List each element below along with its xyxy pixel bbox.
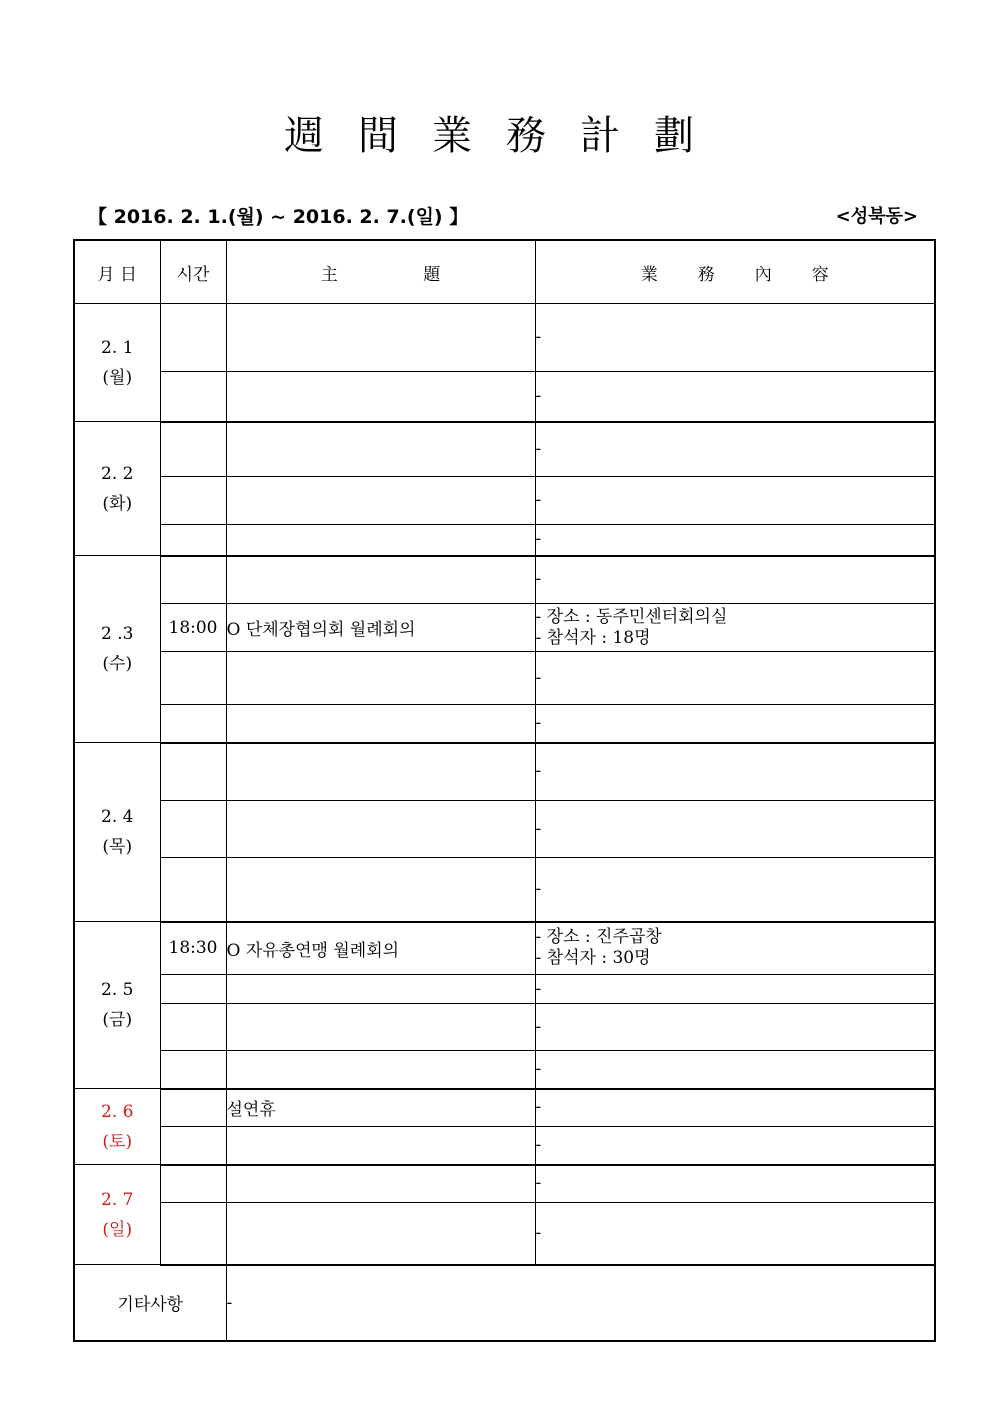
time-cell: 18:00 xyxy=(160,604,226,652)
time-cell xyxy=(160,975,226,1004)
misc-label: 기타사항 xyxy=(74,1265,226,1341)
content-line: - 장소 : 진주곱창 xyxy=(535,927,662,948)
time-cell xyxy=(160,556,226,604)
date-cell xyxy=(74,556,160,743)
time-cell xyxy=(160,652,226,705)
table-row xyxy=(74,1089,935,1127)
table-header-row xyxy=(74,240,935,304)
content-line: - xyxy=(535,529,542,550)
content-line: - xyxy=(535,712,542,733)
time-cell xyxy=(160,743,226,801)
content-line: - xyxy=(535,1097,542,1118)
date-label: 2 .3 xyxy=(101,624,134,644)
content-cell xyxy=(535,705,935,743)
content-cell xyxy=(535,801,935,858)
period-label: 【 2016. 2. 1.(월) ~ 2016. 2. 7.(일) 】 xyxy=(88,206,469,228)
weekday-label: (토) xyxy=(102,1131,133,1152)
table-row xyxy=(74,556,935,604)
content-line: - xyxy=(535,490,542,510)
table-row xyxy=(74,1127,935,1165)
topic-cell xyxy=(226,743,535,801)
time-cell xyxy=(160,525,226,556)
content-line: - xyxy=(535,667,542,688)
content-cell xyxy=(535,556,935,604)
table-row xyxy=(74,743,935,801)
topic-cell xyxy=(226,422,535,477)
misc-content: - xyxy=(226,1265,935,1341)
content-line: - xyxy=(535,438,542,459)
content-cell xyxy=(535,743,935,801)
topic-cell xyxy=(226,705,535,743)
content-line: - xyxy=(535,878,542,899)
content-cell xyxy=(535,1051,935,1089)
time-cell xyxy=(160,1051,226,1089)
time-cell xyxy=(160,422,226,477)
table-row xyxy=(74,477,935,525)
table-row xyxy=(74,801,935,858)
content-cell xyxy=(535,477,935,525)
page-title: 週間業務計劃 xyxy=(284,113,728,159)
topic-cell xyxy=(226,477,535,525)
content-line: - xyxy=(535,818,542,839)
time-cell xyxy=(160,1203,226,1265)
content-cell xyxy=(535,422,935,477)
topic-cell xyxy=(226,1004,535,1051)
topic-cell xyxy=(226,372,535,422)
time-cell xyxy=(160,858,226,922)
header-content: 業務內容 xyxy=(535,240,935,304)
table-row xyxy=(74,1051,935,1089)
content-cell xyxy=(535,1127,935,1165)
date-label: 2. 1 xyxy=(101,337,134,358)
table-row xyxy=(74,652,935,705)
table-row xyxy=(74,604,935,652)
header-topic: 主 題 xyxy=(226,240,535,304)
content-cell xyxy=(535,1089,935,1127)
table-row xyxy=(74,372,935,422)
content-cell xyxy=(535,1004,935,1051)
time-cell xyxy=(160,304,226,372)
date-label: 2. 2 xyxy=(101,463,134,484)
content-line: - 참석자 : 18명 xyxy=(535,627,651,648)
topic-cell xyxy=(226,1203,535,1265)
content-line: - xyxy=(535,1173,542,1194)
content-line: - xyxy=(535,327,542,347)
topic-cell xyxy=(226,525,535,556)
date-cell xyxy=(74,743,160,922)
content-cell xyxy=(535,304,935,372)
weekday-label: (수) xyxy=(102,654,133,674)
topic-cell xyxy=(226,801,535,858)
content-line: - xyxy=(535,385,542,406)
topic-cell xyxy=(226,652,535,705)
date-label: 2. 7 xyxy=(101,1189,134,1210)
time-cell xyxy=(160,1127,226,1165)
time-cell xyxy=(160,705,226,743)
weekly-plan-table xyxy=(73,239,936,1342)
topic-cell xyxy=(226,1165,535,1203)
content-cell xyxy=(535,1165,935,1203)
content-line: - xyxy=(535,1222,542,1243)
topic-cell: 설연휴 xyxy=(226,1089,535,1127)
time-cell xyxy=(160,477,226,525)
content-cell xyxy=(535,372,935,422)
header-date: 月 日 xyxy=(74,240,160,304)
table-row xyxy=(74,705,935,743)
topic-cell xyxy=(226,858,535,922)
weekday-label: (월) xyxy=(102,367,133,388)
topic-cell xyxy=(226,304,535,372)
date-label: 2. 6 xyxy=(101,1101,134,1122)
table-body xyxy=(74,304,935,1265)
date-cell xyxy=(74,422,160,556)
time-cell xyxy=(160,1165,226,1203)
table-row xyxy=(74,1203,935,1265)
weekday-label: (일) xyxy=(102,1219,133,1240)
topic-cell xyxy=(226,556,535,604)
weekday-label: (금) xyxy=(102,1010,133,1030)
weekday-label: (화) xyxy=(102,493,133,514)
content-cell xyxy=(535,975,935,1004)
weekday-label: (목) xyxy=(102,837,133,857)
content-line: - xyxy=(535,1058,542,1079)
time-cell xyxy=(160,1004,226,1051)
content-cell xyxy=(535,652,935,705)
topic-cell xyxy=(226,1127,535,1165)
date-cell xyxy=(74,922,160,1089)
department-label: <성북동> xyxy=(835,206,918,227)
date-cell xyxy=(74,304,160,422)
table-row xyxy=(74,422,935,477)
content-cell xyxy=(535,922,935,975)
table-row xyxy=(74,304,935,372)
topic-cell: O 자유총연맹 월례회의 xyxy=(226,922,535,975)
date-label: 2. 4 xyxy=(101,807,134,827)
content-line: - xyxy=(535,569,542,590)
time-cell: 18:30 xyxy=(160,922,226,975)
table-row xyxy=(74,1004,935,1051)
topic-cell: O 단체장협의회 월례회의 xyxy=(226,604,535,652)
content-line: - xyxy=(535,761,542,782)
misc-row xyxy=(74,1265,935,1341)
time-cell xyxy=(160,1089,226,1127)
date-cell xyxy=(74,1165,160,1265)
content-line: - xyxy=(535,1134,542,1155)
table-row xyxy=(74,1165,935,1203)
content-line: - 참석자 : 30명 xyxy=(535,948,651,969)
topic-cell xyxy=(226,1051,535,1089)
time-cell xyxy=(160,801,226,858)
table-row xyxy=(74,858,935,922)
content-line: - 장소 : 동주민센터회의실 xyxy=(535,606,728,627)
header-time: 시간 xyxy=(160,240,226,304)
time-cell xyxy=(160,372,226,422)
table-row xyxy=(74,922,935,975)
table-row xyxy=(74,525,935,556)
content-cell xyxy=(535,604,935,652)
content-line: - xyxy=(535,978,542,999)
topic-cell xyxy=(226,975,535,1004)
date-label: 2. 5 xyxy=(101,980,134,1000)
content-cell xyxy=(535,858,935,922)
content-cell xyxy=(535,1203,935,1265)
table-row xyxy=(74,975,935,1004)
content-cell xyxy=(535,525,935,556)
content-line: - xyxy=(535,1016,542,1037)
date-cell xyxy=(74,1089,160,1165)
